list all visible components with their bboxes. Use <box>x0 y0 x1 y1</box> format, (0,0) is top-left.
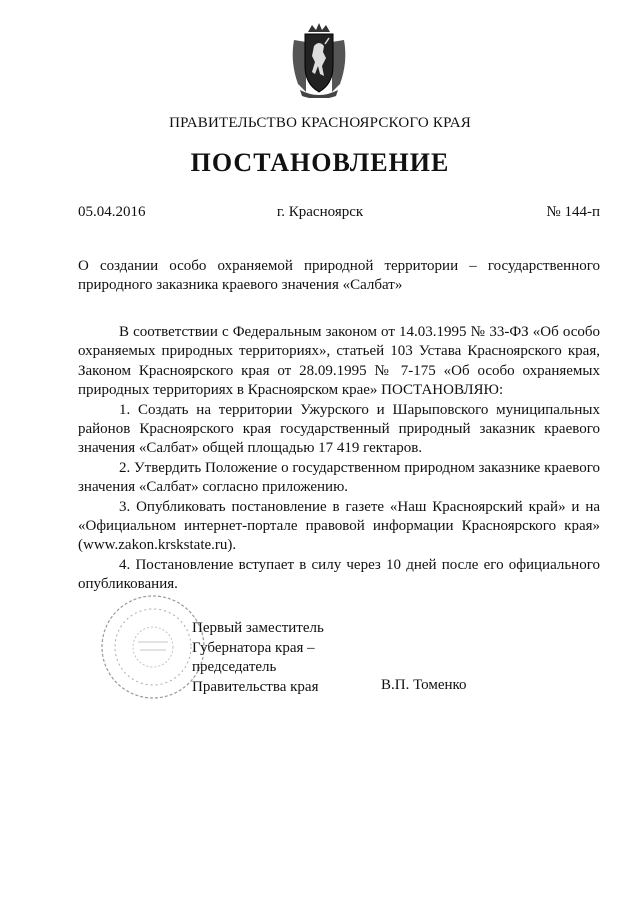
document-city: г. Красноярск <box>276 204 364 220</box>
signatory-name: В.П. Томенко <box>381 677 467 693</box>
document-number: № 144-п <box>546 204 600 220</box>
signatory-title-line: Первый заместитель <box>192 620 324 636</box>
coat-of-arms-icon <box>288 22 350 98</box>
signatory-title-line: Правительства края <box>192 678 319 695</box>
clause-3: 3. Опубликовать постановление в газете «Наш Красноярский край» и на «Официальном интернет-портале правовой информации Красноярского края» (www.zakon.krskstate.ru). <box>78 498 600 554</box>
clause-2: 2. Утвердить Положение о государственном природном заказнике краевого значения «Салбат» согласно приложению. <box>78 459 600 496</box>
clause-4: 4. Постановление вступает в силу через 10 дней после его официального опубликования. <box>78 556 600 593</box>
signatory-title-line: председатель <box>192 659 277 675</box>
signatory-title-line: Губернатора края – <box>192 639 315 656</box>
clause-1: 1. Создать на территории Ужурского и Шарыповского муниципальных районов Красноярского края государственный природный заказник краевого значения «Салбат» общей площадью 17 419 гектаров. <box>78 401 600 457</box>
document-type-title: ПОСТАНОВЛЕНИЕ <box>190 148 450 177</box>
preamble-paragraph: В соответствии с Федеральным законом от 14.03.1995 № 33-ФЗ «Об особо охраняемых природных территориях», статьей 103 Устава Красноярского края, Законом Красноярского края от 28.09.1995 № 7-175 «Об особо охраняемых природных территориях в Красноярском крае» ПОСТАНОВЛЯЮ: <box>78 324 600 399</box>
authority-name: ПРАВИТЕЛЬСТВО КРАСНОЯРСКОГО КРАЯ <box>169 115 471 131</box>
document-date: 05.04.2016 <box>78 204 146 220</box>
document-subject: О создании особо охраняемой природной территории – государственного природного заказника краевого значения «Салбат» <box>78 258 600 293</box>
document-body <box>78 323 600 595</box>
signatory-title <box>192 619 324 697</box>
